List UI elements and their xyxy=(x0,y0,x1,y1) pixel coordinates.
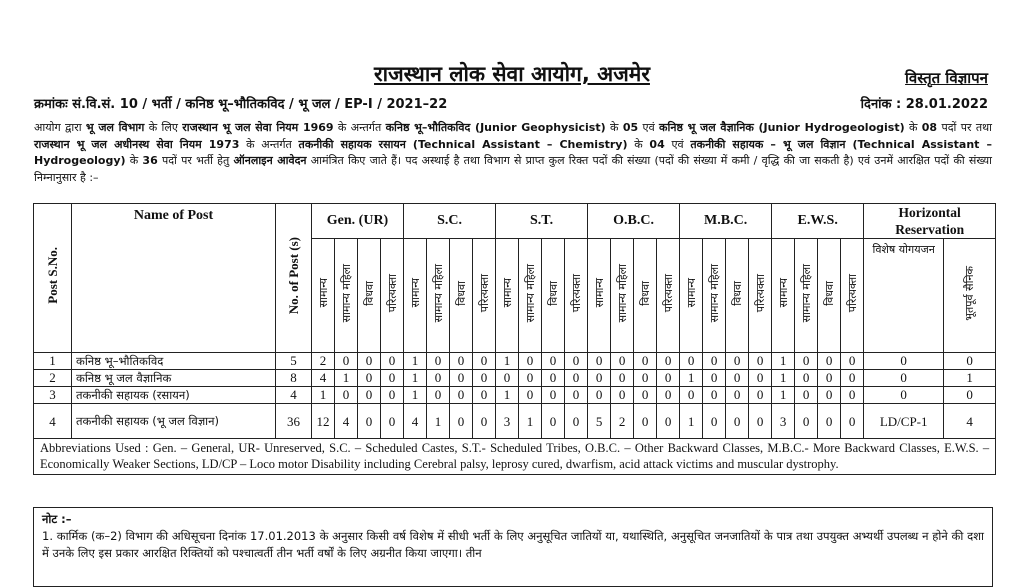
reference-number: क्रमांकः सं.वि.सं. 10 / भर्ती / कनिष्ठ भू–भौतिकविद / भू जल / EP-I / 2021–22 xyxy=(34,97,448,112)
note-box xyxy=(33,507,993,587)
subcategory-header: परित्यक्ता xyxy=(565,239,588,353)
reservation-count-cell: 0 xyxy=(749,353,772,370)
reservation-count-cell: 0 xyxy=(611,353,634,370)
reservation-count-cell: 0 xyxy=(680,387,703,404)
reservation-count-cell: 0 xyxy=(680,353,703,370)
reservation-count-cell: 1 xyxy=(772,353,795,370)
reservation-count-cell: 0 xyxy=(381,370,404,387)
posts-table xyxy=(33,203,996,475)
reservation-count-cell: 0 xyxy=(634,370,657,387)
subcategory-header: सामान्य xyxy=(680,239,703,353)
subcategory-header: सामान्य xyxy=(772,239,795,353)
reservation-count-cell: 0 xyxy=(726,404,749,439)
reservation-count-cell: 0 xyxy=(588,353,611,370)
reservation-count-cell: 0 xyxy=(358,387,381,404)
reservation-count-cell: 0 xyxy=(358,404,381,439)
table-header-row xyxy=(34,204,996,239)
note-item: 1. कार्मिक (क–2) विभाग की अधिसूचना दिनांक 17.01.2013 के अनुसार किसी वर्ष विशेष में सीधी भर्ती के लिए अनुसूचित जातियों या, यथास्थिति, अनुसूचित जनजातियों के पात्र तथा उपयुक्त अभ्यर्थी उपलब्ध न होने की दशा में उनके लिए इस प्रकार आरक्षित रिक्तियों को पश्चात्वर्ती तीन भर्ती वर्षों के लिए अग्रनीत किया जाएगा। तीन xyxy=(42,529,984,560)
table-row xyxy=(34,353,996,370)
reservation-count-cell: 4 xyxy=(404,404,427,439)
reservation-count-cell: 0 xyxy=(818,404,841,439)
reservation-count-cell: 0 xyxy=(450,404,473,439)
reservation-count-cell: 0 xyxy=(542,404,565,439)
subcategory-header: सामान्य महिला xyxy=(335,239,358,353)
reservation-count-cell: 0 xyxy=(358,353,381,370)
reservation-count-cell: 2 xyxy=(611,404,634,439)
reservation-count-cell: 0 xyxy=(381,387,404,404)
reservation-count-cell: 0 xyxy=(473,387,496,404)
reservation-count-cell: 0 xyxy=(565,404,588,439)
subcategory-header: सामान्य xyxy=(496,239,519,353)
reservation-count-cell: 0 xyxy=(749,387,772,404)
reservation-count-cell: 0 xyxy=(450,353,473,370)
ex-serviceman-cell: 1 xyxy=(944,370,996,387)
reservation-count-cell: 0 xyxy=(542,353,565,370)
reservation-count-cell: 0 xyxy=(335,353,358,370)
reservation-count-cell: 0 xyxy=(427,387,450,404)
ex-serviceman-cell: 0 xyxy=(944,387,996,404)
subcategory-header: सामान्य xyxy=(404,239,427,353)
reservation-count-cell: 1 xyxy=(404,387,427,404)
ex-serviceman-cell: 0 xyxy=(944,353,996,370)
reservation-count-cell: 3 xyxy=(772,404,795,439)
posts-table-body xyxy=(34,353,996,439)
reservation-count-cell: 0 xyxy=(381,404,404,439)
subcategory-header: विधवा xyxy=(726,239,749,353)
subcategory-header: सामान्य महिला xyxy=(427,239,450,353)
reservation-count-cell: 0 xyxy=(588,387,611,404)
subcategory-header: सामान्य महिला xyxy=(611,239,634,353)
note-heading: नोट :– xyxy=(42,512,72,526)
subcategory-header: विधवा xyxy=(634,239,657,353)
reservation-count-cell: 0 xyxy=(473,353,496,370)
reservation-count-cell: 0 xyxy=(795,404,818,439)
reservation-count-cell: 0 xyxy=(427,370,450,387)
reservation-count-cell: 0 xyxy=(519,353,542,370)
reservation-count-cell: 0 xyxy=(427,353,450,370)
reservation-count-cell: 3 xyxy=(496,404,519,439)
reservation-count-cell: 0 xyxy=(703,387,726,404)
reservation-count-cell: 0 xyxy=(565,353,588,370)
col-sno-header: Post S.No. xyxy=(34,204,72,353)
reservation-count-cell: 0 xyxy=(657,387,680,404)
reservation-count-cell: 0 xyxy=(657,370,680,387)
post-sno-cell: 4 xyxy=(34,404,72,439)
col-name-header: Name of Post xyxy=(72,204,276,353)
special-abled-header: विशेष योगयजन xyxy=(864,239,944,353)
table-row xyxy=(34,404,996,439)
subcategory-header: परित्यक्ता xyxy=(841,239,864,353)
post-sno-cell: 1 xyxy=(34,353,72,370)
reservation-count-cell: 1 xyxy=(496,353,519,370)
group-header: Gen. (UR) xyxy=(312,204,404,239)
reservation-count-cell: 1 xyxy=(335,370,358,387)
special-abled-cell: LD/CP-1 xyxy=(864,404,944,439)
reservation-count-cell: 0 xyxy=(519,370,542,387)
reservation-count-cell: 0 xyxy=(335,387,358,404)
special-abled-cell: 0 xyxy=(864,387,944,404)
group-header: S.T. xyxy=(496,204,588,239)
ex-serviceman-header: भूतपूर्व सैनिक xyxy=(944,239,996,353)
table-row xyxy=(34,387,996,404)
reservation-count-cell: 0 xyxy=(542,370,565,387)
reservation-count-cell: 0 xyxy=(749,404,772,439)
reservation-count-cell: 0 xyxy=(726,353,749,370)
subcategory-header: विधवा xyxy=(450,239,473,353)
reservation-count-cell: 1 xyxy=(312,387,335,404)
post-total-cell: 5 xyxy=(276,353,312,370)
reservation-count-cell: 0 xyxy=(473,370,496,387)
ex-serviceman-cell: 4 xyxy=(944,404,996,439)
subcategory-header: सामान्य महिला xyxy=(795,239,818,353)
reservation-count-cell: 0 xyxy=(703,404,726,439)
reservation-count-cell: 0 xyxy=(795,387,818,404)
reservation-count-cell: 0 xyxy=(726,387,749,404)
reservation-count-cell: 0 xyxy=(818,387,841,404)
reservation-count-cell: 0 xyxy=(657,404,680,439)
reservation-count-cell: 0 xyxy=(703,370,726,387)
reservation-count-cell: 12 xyxy=(312,404,335,439)
reservation-count-cell: 1 xyxy=(772,370,795,387)
subcategory-header: परित्यक्ता xyxy=(381,239,404,353)
special-abled-cell: 0 xyxy=(864,353,944,370)
post-sno-cell: 3 xyxy=(34,387,72,404)
reservation-count-cell: 1 xyxy=(427,404,450,439)
reservation-count-cell: 1 xyxy=(680,404,703,439)
reservation-count-cell: 0 xyxy=(841,353,864,370)
subcategory-header: विधवा xyxy=(358,239,381,353)
subcategory-header: परित्यक्ता xyxy=(749,239,772,353)
reservation-count-cell: 0 xyxy=(519,387,542,404)
reservation-count-cell: 0 xyxy=(542,387,565,404)
group-header: E.W.S. xyxy=(772,204,864,239)
reservation-count-cell: 0 xyxy=(749,370,772,387)
reservation-count-cell: 2 xyxy=(312,353,335,370)
reservation-count-cell: 1 xyxy=(772,387,795,404)
reservation-count-cell: 0 xyxy=(726,370,749,387)
group-header: M.B.C. xyxy=(680,204,772,239)
abbreviations-note: Abbreviations Used : Gen. – General, UR- Unreserved, S.C. – Scheduled Castes, S.T.- Scheduled Tribes, O.B.C. – Other Backward Classes, M.B.C.- More Backward Classes, E.W.S. – Economically Weaker Sections, LD/CP – Loco motor Disability including Cerebral palsy, leprosy cured, dwarfism, acid attack victims and muscular dystrophy. xyxy=(34,439,996,475)
reservation-count-cell: 1 xyxy=(404,370,427,387)
reservation-count-cell: 0 xyxy=(496,370,519,387)
reservation-count-cell: 4 xyxy=(335,404,358,439)
reservation-count-cell: 0 xyxy=(634,404,657,439)
reservation-count-cell: 0 xyxy=(450,370,473,387)
reservation-count-cell: 1 xyxy=(519,404,542,439)
reservation-count-cell: 0 xyxy=(703,353,726,370)
reservation-count-cell: 0 xyxy=(450,387,473,404)
reservation-count-cell: 0 xyxy=(565,370,588,387)
subcategory-header: विधवा xyxy=(818,239,841,353)
reservation-count-cell: 0 xyxy=(381,353,404,370)
subcategory-header: सामान्य xyxy=(312,239,335,353)
post-name-cell: कनिष्ठ भू जल वैज्ञानिक xyxy=(72,370,276,387)
reservation-count-cell: 5 xyxy=(588,404,611,439)
post-sno-cell: 2 xyxy=(34,370,72,387)
post-name-cell: कनिष्ठ भू–भौतिकविद xyxy=(72,353,276,370)
subcategory-header: सामान्य xyxy=(588,239,611,353)
post-total-cell: 4 xyxy=(276,387,312,404)
intro-paragraph: आयोग द्वारा भू जल विभाग के लिए राजस्थान भू जल सेवा नियम 1969 के अन्तर्गत कनिष्ठ भू–भौतिकविद (Junior Geophysicist) के 05 एवं कनिष्ठ भू जल वैज्ञानिक (Junior Hydrogeologist) के 08 पदों पर तथा राजस्थान भू जल अधीनस्थ सेवा नियम 1973 के अन्तर्गत तकनीकी सहायक रसायन (Technical Assistant – Chemistry) के 04 एवं तकनीकी सहायक – भू जल विज्ञान (Technical Assistant – Hydrogeology) के 36 पदों पर भर्ती हेतु ऑनलाइन आवेदन आमंत्रित किए जाते हैं। पद अस्थाई है तथा विभाग से प्राप्त कुल रिक्त पदों की संख्या (पदों की संख्या में कमी / वृद्धि की जा सकती है) एवं उनमें आरक्षित पदों की संख्या निम्नानुसार है :– xyxy=(34,121,992,184)
reservation-count-cell: 0 xyxy=(841,404,864,439)
subcategory-header: सामान्य महिला xyxy=(519,239,542,353)
reservation-count-cell: 0 xyxy=(634,387,657,404)
subcategory-header: विधवा xyxy=(542,239,565,353)
special-abled-cell: 0 xyxy=(864,370,944,387)
group-header: O.B.C. xyxy=(588,204,680,239)
reservation-count-cell: 0 xyxy=(565,387,588,404)
reservation-count-cell: 0 xyxy=(795,370,818,387)
reservation-count-cell: 4 xyxy=(312,370,335,387)
subcategory-header: सामान्य महिला xyxy=(703,239,726,353)
reservation-count-cell: 0 xyxy=(818,370,841,387)
reservation-count-cell: 0 xyxy=(611,370,634,387)
reservation-count-cell: 0 xyxy=(358,370,381,387)
post-name-cell: तकनीकी सहायक (रसायन) xyxy=(72,387,276,404)
horizontal-reservation-header: Horizontal Reservation xyxy=(864,204,996,239)
reservation-count-cell: 0 xyxy=(473,404,496,439)
advertisement-date: दिनांक : 28.01.2022 xyxy=(860,97,988,112)
subcategory-header: परित्यक्ता xyxy=(473,239,496,353)
advertisement-label: विस्तृत विज्ञापन xyxy=(905,69,988,87)
reservation-count-cell: 0 xyxy=(795,353,818,370)
page-title: राजस्थान लोक सेवा आयोग, अजमेर xyxy=(374,62,650,86)
reservation-count-cell: 0 xyxy=(611,387,634,404)
group-header: S.C. xyxy=(404,204,496,239)
reservation-count-cell: 0 xyxy=(841,370,864,387)
post-total-cell: 8 xyxy=(276,370,312,387)
reservation-count-cell: 0 xyxy=(841,387,864,404)
post-total-cell: 36 xyxy=(276,404,312,439)
reservation-count-cell: 0 xyxy=(657,353,680,370)
reservation-count-cell: 1 xyxy=(404,353,427,370)
col-total-header: No. of Post (s) xyxy=(276,204,312,353)
post-name-cell: तकनीकी सहायक (भू जल विज्ञान) xyxy=(72,404,276,439)
subcategory-header: परित्यक्ता xyxy=(657,239,680,353)
reservation-count-cell: 0 xyxy=(588,370,611,387)
reservation-count-cell: 1 xyxy=(496,387,519,404)
reservation-count-cell: 1 xyxy=(680,370,703,387)
reservation-count-cell: 0 xyxy=(634,353,657,370)
reservation-count-cell: 0 xyxy=(818,353,841,370)
table-row xyxy=(34,370,996,387)
